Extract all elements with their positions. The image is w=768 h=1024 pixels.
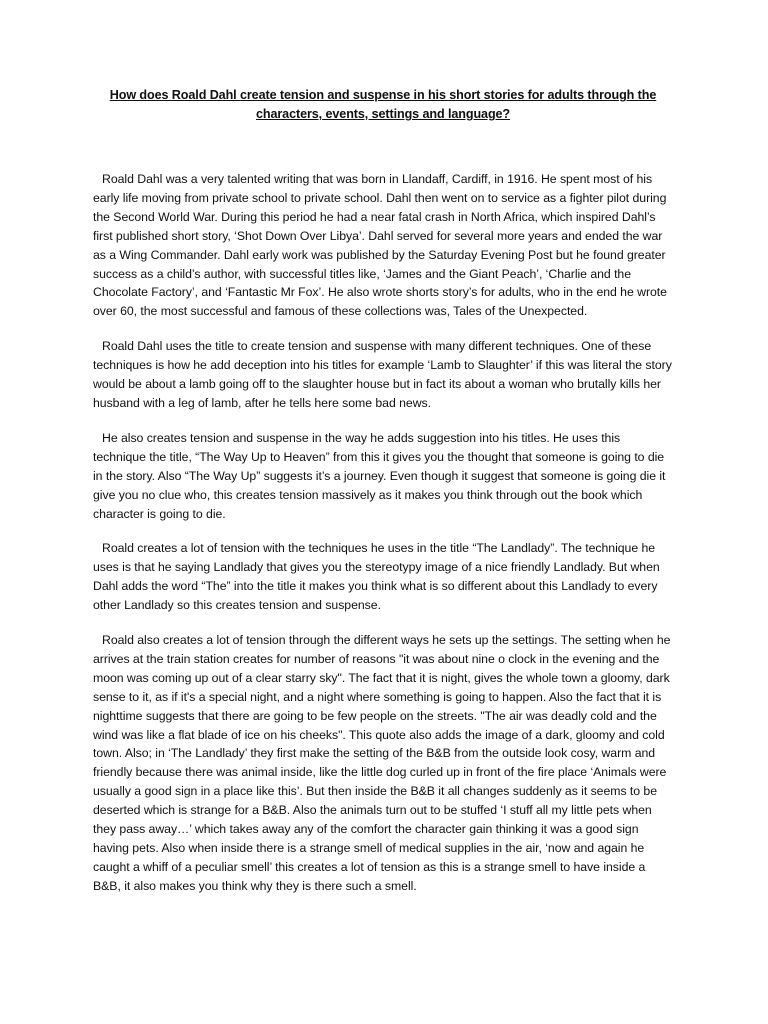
paragraph-settings: Roald also creates a lot of tension through the different ways he sets up the settings. The setting when he arrives at the train station creates for number of reasons "it was about nine o clock in the evening and the moon was coming up out of a clear starry sky". The fact that it is night, gives the whole town a gloomy, dark sense to it, as if it's a special night, and a night where something is going to happen. Also the fact that it is nighttime suggests that there are going to be few people on the streets. "The air was deadly cold and the wind was like a flat blade of ice on his cheeks". This quote also adds the image of a dark, gloomy and cold town. Also; in ‘The Landlady’ they first make the setting of the B&B from the outside look cosy, warm and friendly because there was animal inside, like the little dog curled up in front of the fire place ‘Animals were usually a good sign in a place like this’. But then inside the B&B it all changes suddenly as it seems to be deserted which is strange for a B&B. Also the animals turn out to be stuffed ‘I stuff all my little pets when they pass away…’ which takes away any of the comfort the character gain thinking it was a good sign having pets. Also when inside there is a strange smell of medical supplies in the air, ‘now and again he caught a whiff of a peculiar smell’ this creates a lot of tension as this is a strange smell to have inside a B&B, it also makes you think why they is there such a smell.: [93, 633, 671, 893]
paragraph-the-landlady-title: Roald creates a lot of tension with the techniques he uses in the title “The Landlady”. The technique he uses is that he saying Landlady that gives you the stereotypy image of a nice friendly Landlady. But when Dahl adds the word “The” into the title it makes you think what is so different about this Landlady to every other Landlady so this creates tension and suspense.: [93, 541, 660, 613]
document-page: [93, 86, 673, 912]
essay-title: How does Roald Dahl create tension and suspense in his short stories for adults through the characters, events, settings and language?: [109, 88, 657, 121]
paragraph-title-deception: Roald Dahl uses the title to create tension and suspense with many different techniques. One of these techniques is how he add deception into his titles for example ‘Lamb to Slaughter’ if this was literal the story would be about a lamb going off to the slaughter house but in fact its about a woman who brutally kills her husband with a leg of lamb, after he tells here some bad news.: [93, 339, 672, 410]
paragraph-title-suggestion: He also creates tension and suspense in the way he adds suggestion into his titles. He uses this technique the title, “The Way Up to Heaven” from this it gives you the thought that someone is going to die in the story. Also “The Way Up” suggests it’s a journey. Even though it suggest that someone is going die it give you no clue who, this creates tension massively as it makes you think through out the book which character is going to die.: [93, 430, 666, 521]
paragraph-intro: Roald Dahl was a very talented writing that was born in Llandaff, Cardiff, in 1916. He spent most of his early life moving from private school to private school. Dahl then went on to service as a fighter pilot during the Second World War. During this period he had a near fatal crash in North Africa, which inspired Dahl’s first published short story, ‘Shot Down Over Libya’. Dahl served for several more years and ended the war as a Wing Commander. Dahl early work was published by the Saturday Evening Post but he found greater success as a child’s author, with successful titles like, ‘James and the Giant Peach’, ‘Charlie and the Chocolate Factory’, and ‘Fantastic Mr Fox’. He also wrote shorts story’s for adults, who in the end he wrote over 60, the most successful and famous of these collections was, Tales of the Unexpected.: [93, 172, 667, 319]
